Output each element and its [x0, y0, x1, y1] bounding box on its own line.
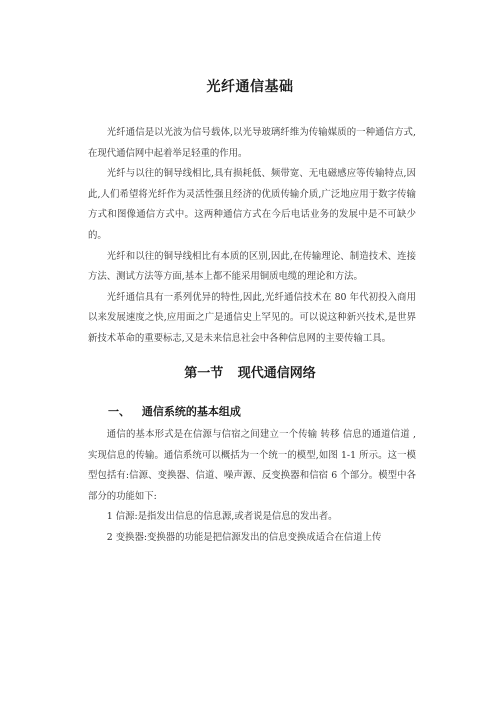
section-body — [88, 425, 416, 549]
subsection-heading: 一、 通信系统的基本组成 — [108, 405, 241, 418]
intro-paragraph-4: 光纤通信具有一系列优异的特性,因此,光纤通信技术在 80 年代初投入商用以来发展速度之快,应用面之广是通信史上罕见的。可以说这种新兴技术,是世界新技术革命的重要标志,又是未来信息社会中各种信息网的主要传输工具。 — [88, 291, 416, 344]
list-item-converter: 2 变换器:变换器的功能是把信源发出的信息变换成适合在信道上传 — [106, 531, 382, 543]
intro-paragraph-3: 光纤和以往的铜导线相比有本质的区别,因此,在传输理论、制造技术、连接方法、测试方法等方面,基本上都不能采用铜质电缆的理论和方法。 — [88, 250, 416, 283]
intro-paragraph-2: 光纤与以往的铜导线相比,具有损耗低、频带宽、无电磁感应等传输特点,因此,人们希望将光纤作为灵活性强且经济的优质传输介质,广泛地应用于数字传输方式和图像通信方式中。这两种通信方式在今后电话业务的发展中是不可缺少的。 — [88, 168, 416, 241]
section-heading: 第一节 现代通信网络 — [184, 366, 316, 381]
section-paragraph: 通信的基本形式是在信源与信宿之间建立一个传输 转移 信息的通道信道 ,实现信息的传输。通信系统可以概括为一个统一的模型,如图 1-1 所示。这一模型包括有:信源、变换器、信道、噪声源、反变换器和信宿 6 个部分。模型中各部分的功能如下: — [88, 429, 416, 502]
document-title: 光纤通信基础 — [206, 79, 294, 95]
list-item-source: 1 信源:是指发出信息的信息源,或者说是信息的发出者。 — [106, 511, 338, 523]
intro-paragraph-1: 光纤通信是以光波为信号载体,以光导玻璃纤维为传输媒质的一种通信方式,在现代通信网中起着举足轻重的作用。 — [88, 127, 416, 159]
intro-body — [88, 123, 416, 350]
